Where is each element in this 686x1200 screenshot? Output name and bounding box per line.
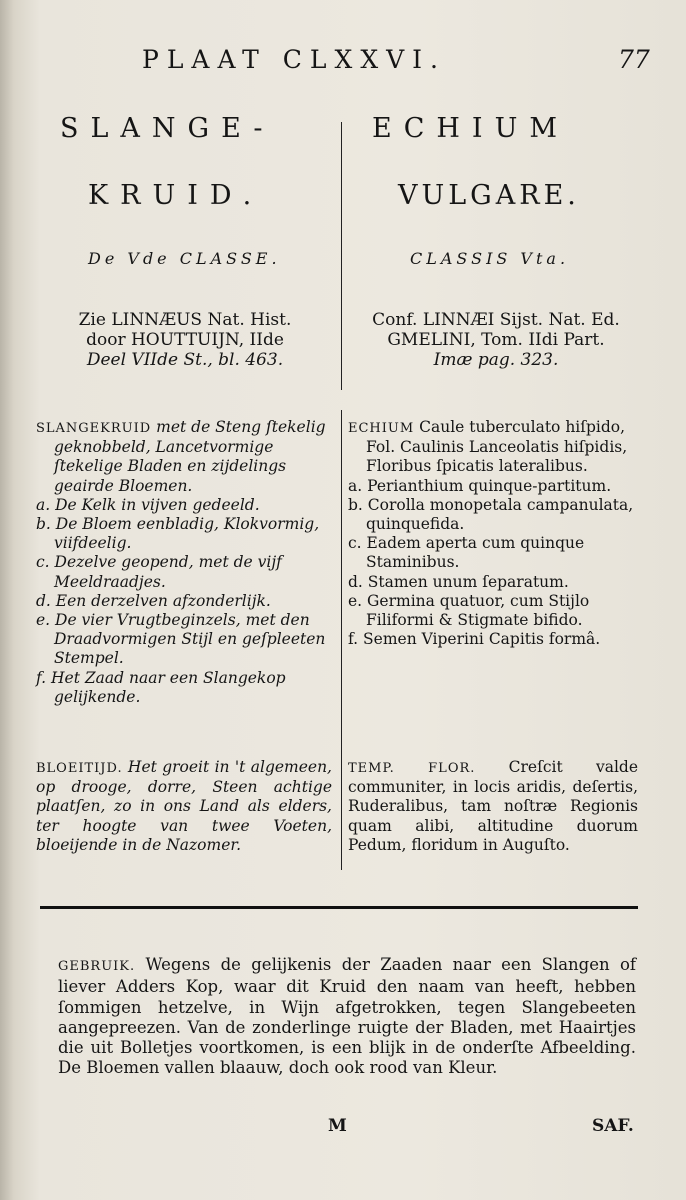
right-title-line2: VULGARE. [398,180,580,211]
left-item-b: b. De Bloem eenbladig, Klokvormig, viifdeelig. [36,515,320,553]
left-flowering-lead: BLOEITIJD. [36,761,123,776]
right-classe: CLASSIS Vta. [410,249,570,268]
right-item-f: f. Semen Viperini Capitis formâ. [348,630,601,649]
left-diagnosis-lead: SLANGEKRUID [36,421,152,436]
left-diagnosis [36,418,332,496]
left-item-f: f. Het Zaad naar een Slangekop gelijkende. [36,668,286,706]
left-ref-line: Deel VIIde St., bl. 463. [86,350,284,370]
right-diagnosis-lead: ECHIUM [348,421,415,436]
right-ref-line: Conf. LINNÆI Sijst. Nat. Ed. [372,310,620,330]
right-title-line1: ECHIUM [372,113,569,144]
left-flowering-text: Het groeit in 't algemeen, op drooge, dorre, Steen achtige plaatſen, zo in ons Land als elders, ter hoogte van twee Voeten, bloeijende in de Nazomer. [36,758,332,854]
left-diagnosis-text: met de Steng ſtekelig geknobbeld, Lancetvormige ſtekelige Bladen en zijdelings geairde Bloemen. [54,418,326,495]
left-item-c: c. Dezelve geopend, met de vijf Meeldraadjes. [36,553,282,591]
section-rule [40,906,638,909]
usage-lead: GEBRUIK. [58,959,136,974]
left-flowering [36,758,332,855]
right-description [348,418,644,649]
right-diagnosis [348,418,644,477]
left-ref-line: Zie LINNÆUS Nat. Hist. [78,310,292,330]
right-flowering-text: Creſcit valde communiter, in locis aridis, deſertis, Ruderalibus, tam noſtræ Regionis quam alibi, altitudine duorum Pedum, floridum in Auguſto. [348,758,638,854]
right-item-b: b. Corolla monopetala campanulata, quinquefida. [348,495,634,534]
left-description [36,418,332,707]
right-diagnosis-text: Caule tuberculato hiſpido, Fol. Caulinis Lanceolatis hiſpidis, Floribus ſpicatis lateralibus. [366,418,628,476]
right-ref-line: Imæ pag. 323. [433,350,559,370]
left-item-d: d. Een derzelven afzonderlijk. [36,591,271,610]
right-item-c: c. Eadem aperta cum quinque Staminibus. [348,534,585,572]
left-reference [40,310,330,370]
usage-paragraph [58,955,636,1079]
catchword: SAF. [592,1116,634,1136]
right-item-d: d. Stamen unum ſeparatum. [348,572,569,591]
usage-text: Wegens de gelijkenis der Zaaden naar een Slangen of liever Adders Kop, waar dit Kruid den naam van heeft, hebben ſommigen hetzelve, in Wijn afgetrokken, tegen Slangebeeten aangepreezen. Van de zonderlinge ruigte der Bladen, met Haairtjes die uit Bolletjes voortkomen, is een blijk in de onderſte Afbeelding. De Bloemen vallen blaauw, doch ook rood van Kleur. [58,955,636,1078]
left-title-line1: SLANGE- [60,113,275,144]
left-item-a: a. De Kelk in vijven gedeeld. [36,495,260,514]
page-number: 77 [618,45,650,74]
left-item-e: e. De vier Vrugtbeginzels, met den Draadvormigen Stijl en geſpleeten Stempel. [36,611,326,668]
right-reference [346,310,646,370]
right-flowering [348,758,638,855]
column-divider-upper [341,122,342,390]
column-divider-lower [341,410,342,870]
right-ref-line: GMELINI, Tom. IIdi Part. [387,330,605,350]
right-item-e: e. Germina quatuor, cum Stijlo Filiformi & Stigmate bifido. [348,591,590,630]
left-title-line2: KRUID. [88,180,264,211]
right-flowering-lead: TEMP. FLOR. [348,761,476,776]
left-ref-line: door HOUTTUIJN, IIde [86,330,284,350]
plate-heading: PLAAT CLXXVI. [142,45,446,74]
signature-mark: M [328,1116,347,1136]
left-classe: De Vde CLASSE. [88,249,281,268]
right-item-a: a. Perianthium quinque-partitum. [348,476,612,495]
